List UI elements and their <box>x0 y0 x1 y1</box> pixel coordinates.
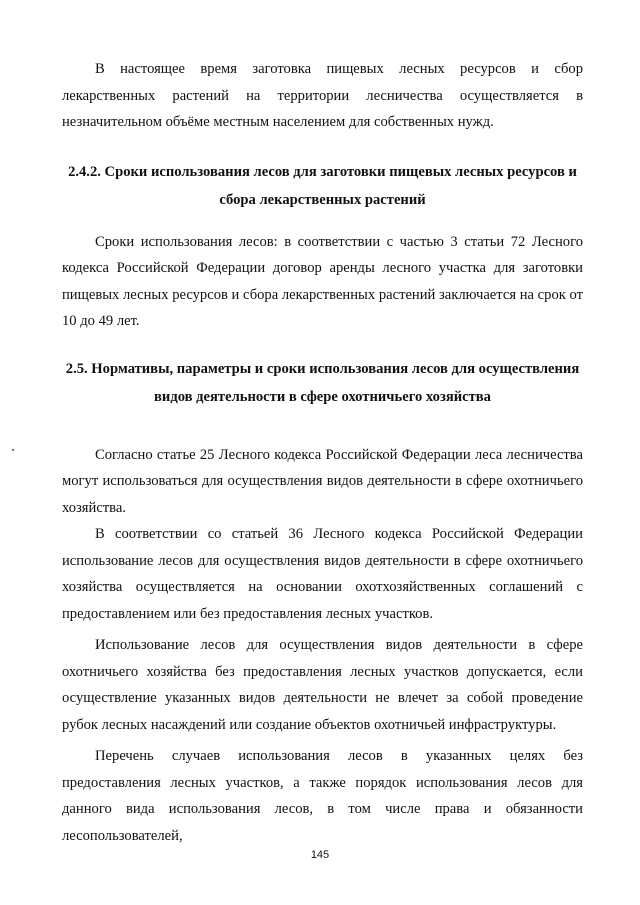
paragraph-food-resources-current: В настоящее время заготовка пищевых лесных ресурсов и сбор лекарственных растений на территории лесничества осуществляется в незначительном объёме местным населением для собственных нужд. <box>62 61 583 130</box>
paragraph-without-provision: Использование лесов для осуществления видов деятельности в сфере охотничьего хозяйства без предоставления лесных участков допускается, если осуществление указанных видов деятельности не влечет за собой проведение рубок лесных насаждений или создание объектов охотничьей инфраструктуры. <box>62 637 583 733</box>
paragraph-list-of-cases: Перечень случаев использования лесов в указанных целях без предоставления лесных участков, а также порядок использования лесов для данного вида использования лесов, в том числе права и обязанности лесопользователей, <box>62 748 583 844</box>
paragraph-article-36: В соответствии со статьей 36 Лесного кодекса Российской Федерации использование лесов для осуществления видов деятельности в сфере охотничьего хозяйства осуществляется на основании охотхозяйственных соглашений с предоставлением или без предоставления лесных участков. <box>62 526 583 622</box>
page-number: 145 <box>310 849 330 861</box>
paragraph-usage-terms: Сроки использования лесов: в соответствии с частью 3 статьи 72 Лесного кодекса Российской Федерации договор аренды лесного участка для заготовки пищевых лесных ресурсов и сбора лекарственных растений заключается на срок от 10 до 49 лет. <box>62 233 583 329</box>
document-page <box>62 56 583 849</box>
heading-2-4-2: 2.4.2. Сроки использования лесов для заготовки пищевых лесных ресурсов и сбора лекарственных растений <box>68 163 577 208</box>
paragraph-article-25: Согласно статье 25 Лесного кодекса Российской Федерации леса лесничества могут использоваться для осуществления видов деятельности в сфере охотничьего хозяйства. <box>62 446 583 516</box>
scan-speck <box>12 449 14 451</box>
heading-2-5: 2.5. Нормативы, параметры и сроки использования лесов для осуществления видов деятельности в сфере охотничьего хозяйства <box>65 360 580 405</box>
